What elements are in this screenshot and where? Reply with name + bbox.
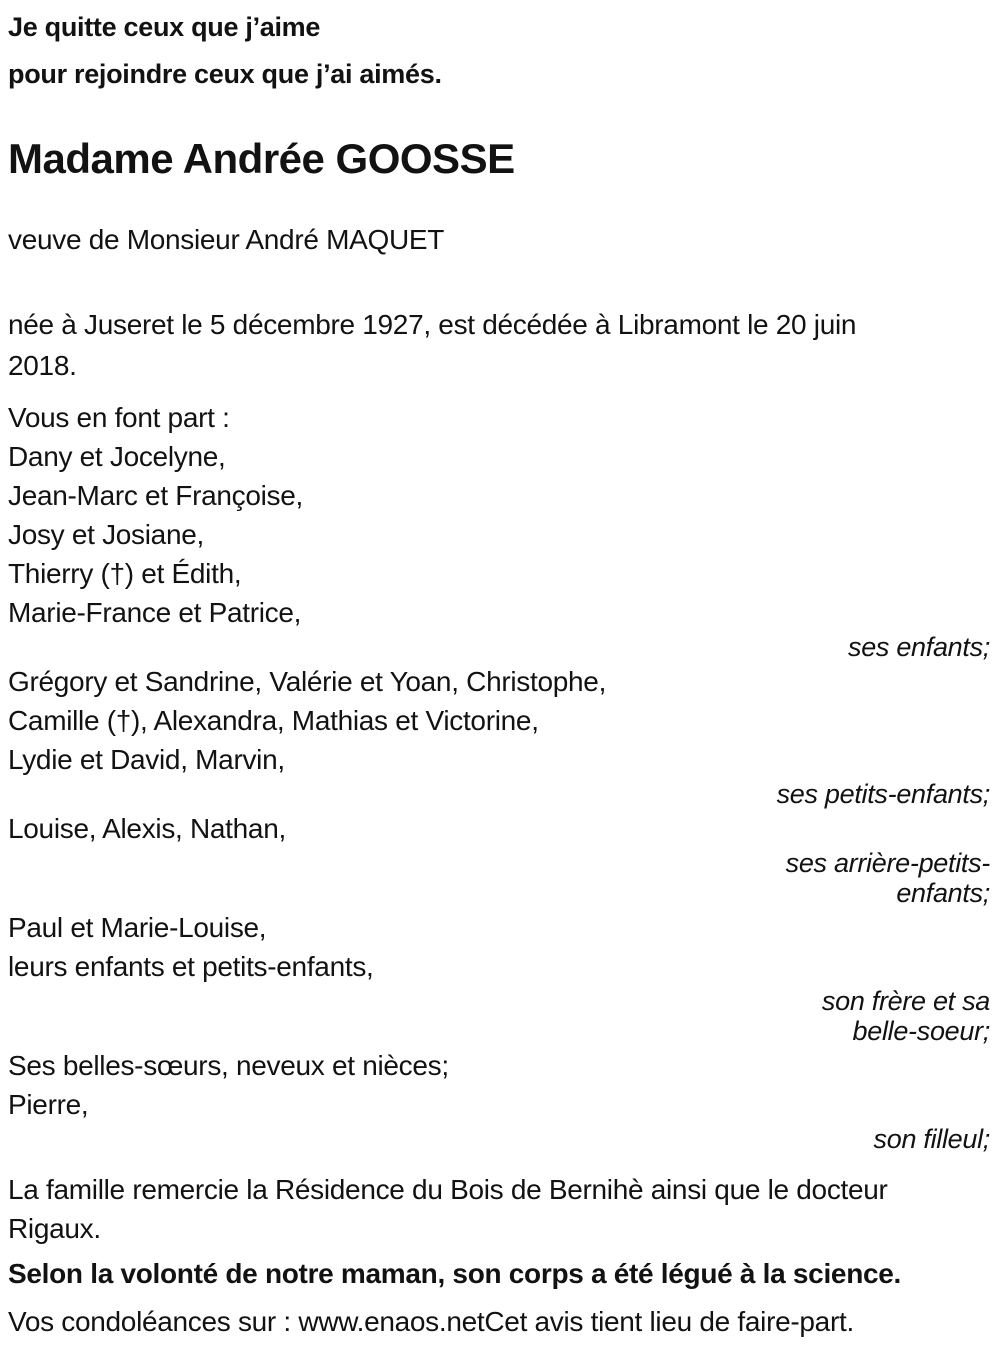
- children-name-line: Marie-France et Patrice,: [8, 597, 302, 628]
- relation-label-great-grandchildren-2: enfants;: [896, 878, 990, 908]
- great-grandchildren-name-line: Louise, Alexis, Nathan,: [8, 813, 286, 844]
- thanks-line-2: Rigaux.: [8, 1213, 101, 1244]
- others-name-line: Ses belles-sœurs, neveux et nièces;: [8, 1050, 449, 1081]
- children-name-line: Thierry (†) et Édith,: [8, 558, 242, 589]
- epigraph-line-1: Je quitte ceux que j’aime: [8, 12, 321, 42]
- children-name-line: Dany et Jocelyne,: [8, 441, 226, 472]
- brother-family-name-line: leurs enfants et petits-enfants,: [8, 951, 374, 982]
- relation-label-brother-1: son frère et sa: [821, 986, 990, 1016]
- others-name-line: Pierre,: [8, 1089, 89, 1120]
- children-name-line: Josy et Josiane,: [8, 519, 204, 550]
- birth-death-line-2: 2018.: [8, 350, 77, 381]
- condolences-line: Vos condoléances sur : www.enaos.netCet avis tient lieu de faire-part.: [8, 1306, 854, 1337]
- grandchildren-name-line: Camille (†), Alexandra, Mathias et Victorine,: [8, 705, 539, 736]
- deceased-name-title: Madame Andrée GOOSSE: [8, 135, 515, 182]
- relation-label-brother-2: belle-soeur;: [852, 1016, 990, 1046]
- science-donation-notice: Selon la volonté de notre maman, son corps a été légué à la science.: [8, 1258, 902, 1289]
- grandchildren-name-line: Grégory et Sandrine, Valérie et Yoan, Christophe,: [8, 666, 607, 697]
- widow-of-line: veuve de Monsieur André MAQUET: [8, 224, 445, 255]
- birth-death-line-1: née à Juseret le 5 décembre 1927, est décédée à Libramont le 20 juin: [8, 309, 857, 340]
- announcement-intro: Vous en font part :: [8, 402, 230, 433]
- relation-label-children: ses enfants;: [848, 632, 990, 662]
- brother-family-name-line: Paul et Marie-Louise,: [8, 912, 267, 943]
- epigraph-line-2: pour rejoindre ceux que j’ai aimés.: [8, 59, 442, 89]
- relation-label-great-grandchildren-1: ses arrière-petits-: [785, 848, 990, 878]
- children-name-line: Jean-Marc et Françoise,: [8, 480, 303, 511]
- relation-label-grandchildren: ses petits-enfants;: [776, 779, 990, 809]
- thanks-line-1: La famille remercie la Résidence du Bois de Bernihè ainsi que le docteur: [8, 1174, 888, 1205]
- grandchildren-name-line: Lydie et David, Marvin,: [8, 744, 285, 775]
- relation-label-godson: son filleul;: [873, 1124, 990, 1154]
